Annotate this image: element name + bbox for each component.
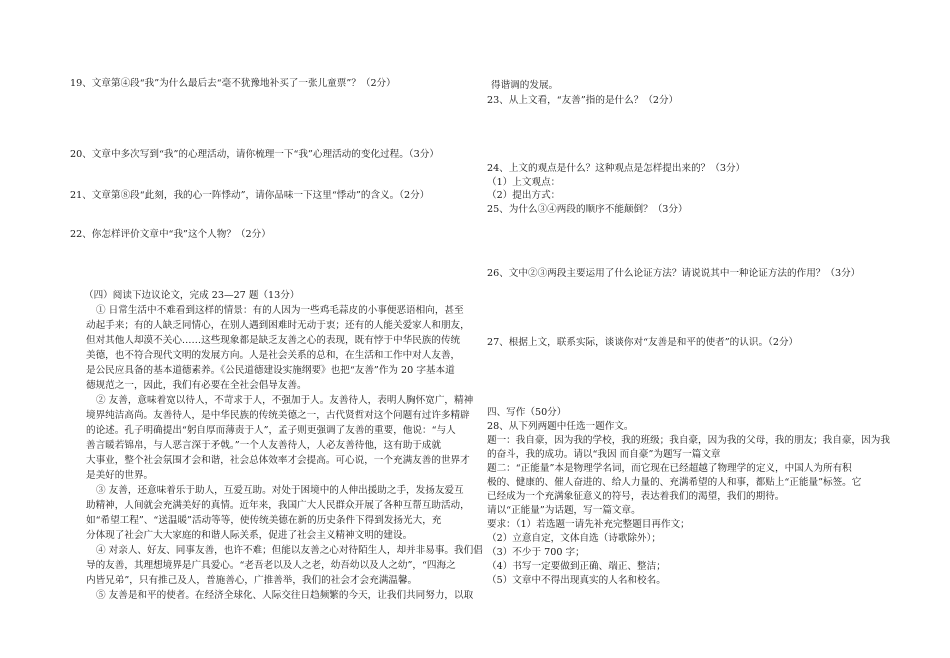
topic-2-line-1: 题二：“正能量”本是物理学名词，而它现在已经超越了物理学的定义，中国人为所有积 [487, 463, 852, 474]
topic-2-line-2: 极的、健康的、催人奋进的、给人力量的、充满希望的人和事，都贴上“正能量”标签。它 [487, 477, 862, 488]
passage-continuation: 得谐调的发展。 [491, 80, 559, 91]
topic-2-line-3: 已经成为一个充满象征意义的符号，表达着我们的渴望，我们的期待。 [487, 491, 785, 502]
question-19: 19、文章第④段“我”为什么最后去“毫不犹豫地补买了一张儿童票”？（2分） [70, 78, 396, 89]
question-20: 20、文章中多次写到“我”的心理活动，请你梳理一下“我”心理活动的变化过程。（3分） [70, 149, 439, 160]
passage-line: 动起手来；有的人缺乏同情心，在别人遇到困难时无动于衷；还有的人能关爱家人和朋友， [86, 320, 470, 331]
passage-line: ⑤ 友善是和平的使者。在经济全球化、人际交往日趋频繁的今天，让我们共同努力，以取 [96, 590, 474, 601]
passage-line: 但对其他人却漠不关心……这些现象都是缺乏友善之心的表现，既有悖于中华民族的传统 [86, 335, 461, 346]
requirement-4: （4）书写一定要做到正确、端正、整洁； [487, 561, 666, 572]
question-21: 21、文章第⑧段“此刻，我的心一阵悸动”，请你品味一下这里“悸动”的含义。（2分） [70, 190, 430, 201]
question-28: 28、从下列两题中任选一题作文。 [487, 421, 634, 432]
passage-line: ④ 对亲人、好友、同事友善，也许不难；但能以友善之心对待陌生人，却并非易事。我们倡 [96, 545, 483, 556]
passage-line: 是公民应具备的基本道德素养。《公民道德建设实施纲要》也把“友善”作为 20 字基本道 [86, 365, 455, 376]
passage-line: 如“希望工程”、“送温暖”活动等等，使传统美德在新的历史条件下得到发扬光大，充 [86, 515, 442, 526]
topic-2-line-4: 请以“正能量”为话题，写一篇文章。 [487, 505, 641, 516]
requirement-5: （5）文章中不得出现真实的人名和校名。 [487, 575, 666, 586]
passage-line: 德规范之一，因此，我们有必要在全社会倡导友善。 [86, 380, 307, 391]
passage-line: 善言暖若锦帛，与人恶言深于矛戟。”一个人友善待人，人必友善待他，这有助于成就 [86, 440, 442, 451]
passage-line: 的论述。孔子明确提出“躬自厚而薄责于人”，孟子则更强调了友善的重要，他说：“与人 [86, 425, 456, 436]
passage-line: 是美好的世界。 [86, 470, 154, 481]
question-24-sub-2: （2）提出方式： [487, 190, 561, 201]
passage-line: 大事业，整个社会氛围才会和谐，社会总体效率才会提高。可心说，一个充满友善的世界才 [86, 455, 470, 466]
section-4-title: （四）阅读下边议论文，完成 23—27 题（13分） [84, 290, 300, 301]
passage-line: ③ 友善，还意味着乐于助人，互爱互助。对处于困境中的人伸出援助之手，发扬友爱互 [96, 485, 464, 496]
question-24-sub-1: （1）上文观点： [487, 177, 561, 188]
topic-1-line-2: 的奋斗，我的成功。请以“我因 而自豪”为题写一篇文章 [487, 449, 721, 460]
question-27: 27、根据上文，联系实际，谈谈你对“友善是和平的使者”的认识。（2分） [487, 337, 799, 348]
passage-line: 助精神，人间就会充满美好的真情。近年来，我国广大人民群众开展了各种互帮互助活动， [86, 500, 470, 511]
question-25: 25、为什么③④两段的顺序不能颠倒？（3分） [487, 204, 688, 215]
requirement-3: （3）不少于 700 字； [487, 547, 585, 558]
writing-section-title: 四、写作（50分） [487, 407, 567, 418]
question-24: 24、上文的观点是什么？这种观点是怎样提出来的？（3分） [487, 163, 746, 174]
requirement-2: （2）立意自定，文体自选（诗歌除外）； [487, 533, 661, 544]
passage-line: 美德，也不符合现代文明的发展方向。人是社会关系的总和，在生活和工作中对人友善， [86, 350, 461, 361]
passage-line: 内皆兄弟”，只有推己及人，普施善心，广推善举，我们的社会才会充满温馨。 [86, 575, 418, 586]
topic-1-line-1: 题一：我自豪，因为我的学校，我的班级；我自豪，因为我的父母，我的朋友；我自豪，因为我 [487, 435, 890, 446]
passage-line: ① 日常生活中不难看到这样的情景：有的人因为一些鸡毛蒜皮的小事便恶语相向，甚至 [96, 305, 464, 316]
passage-line: 分体现了社会广大大家庭的和谐人际关系，促进了社会主义精神文明的建设。 [86, 530, 413, 541]
passage-line: 境界纯洁高尚。友善待人，是中华民族的传统美德之一，古代贤哲对这个问题有过许多精辟 [86, 410, 470, 421]
question-23: 23、从上文看，“友善”指的是什么？（2分） [487, 95, 679, 106]
requirements-title: 要求：（1）若选题一请先补充完整题目再作文； [487, 519, 690, 530]
passage-line: 导的友善，其理想境界是广具爱心。“老吾老以及人之老，幼吾幼以及人之幼”，“四海之 [86, 560, 456, 571]
passage-line: ② 友善，意味着宽以待人，不苛求于人，不强加于人。友善待人，表明人胸怀宽广，精神 [96, 395, 474, 406]
question-26: 26、文中②③两段主要运用了什么论证方法？请说说其中一种论证方法的作用？（3分） [487, 268, 861, 279]
question-22: 22、你怎样评价文章中“我”这个人物？（2分） [70, 229, 271, 240]
